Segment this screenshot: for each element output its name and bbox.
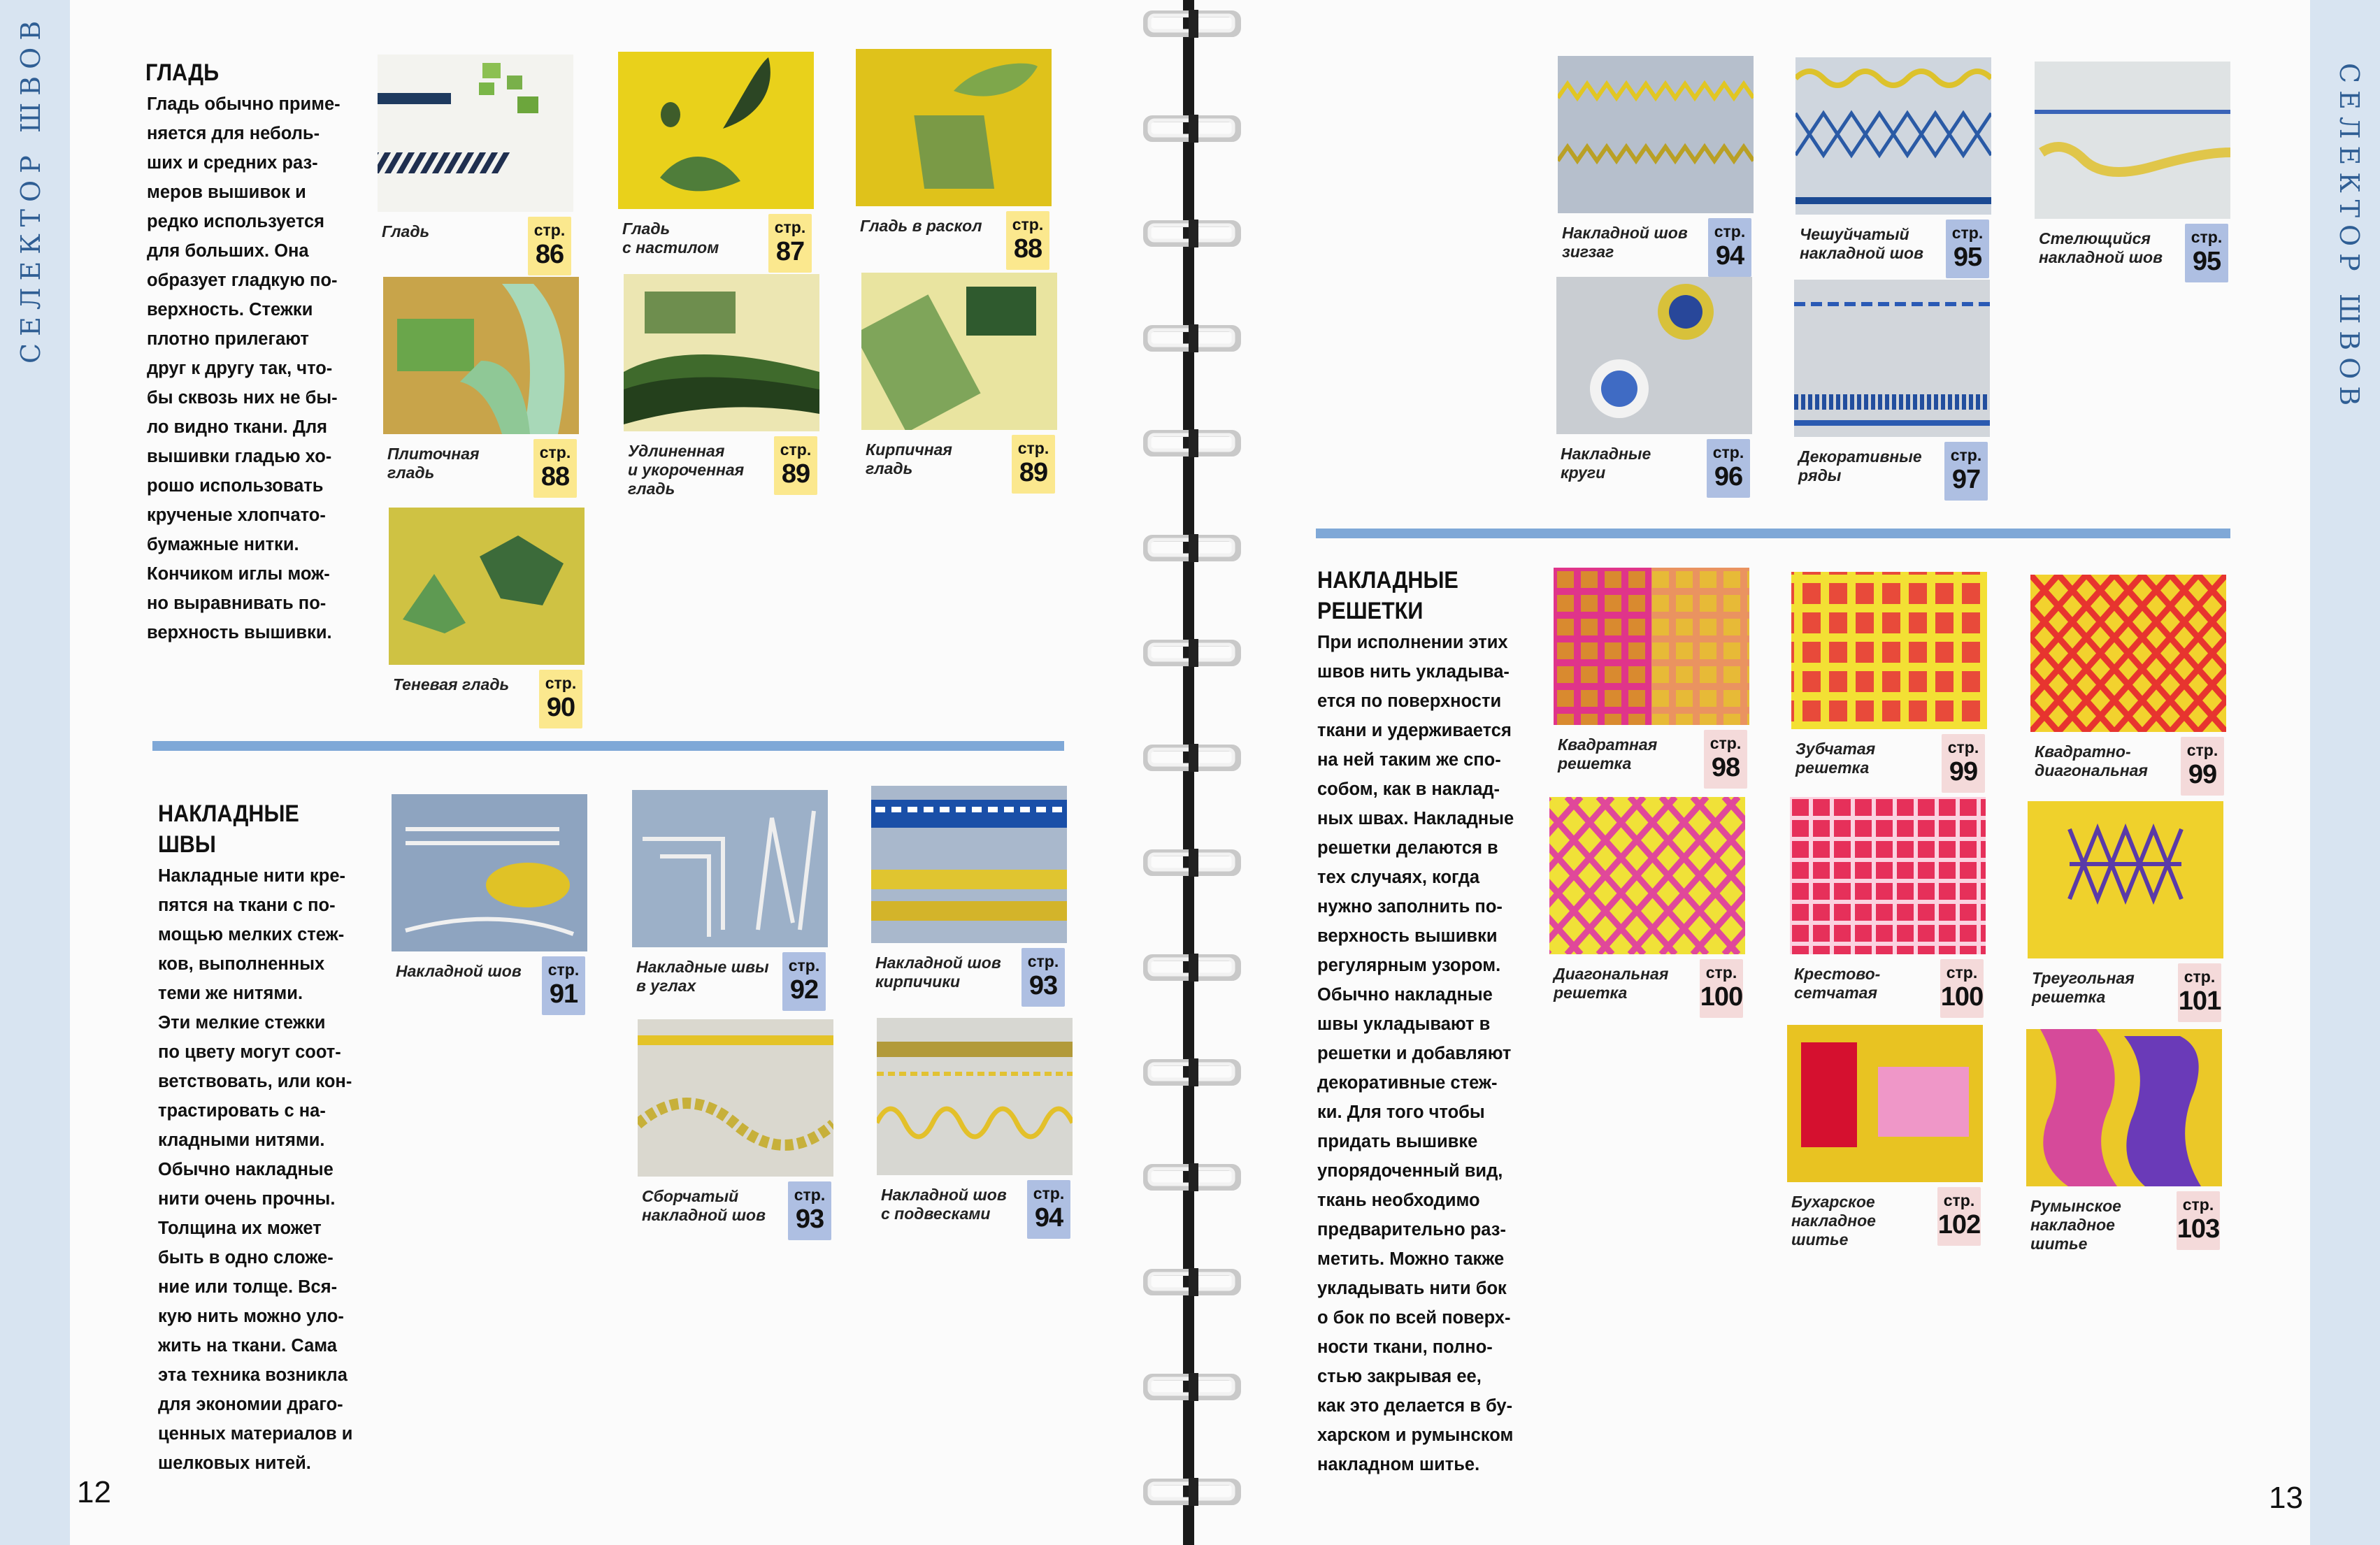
page-ref-label: стр. xyxy=(794,1186,826,1204)
page-ref-badge xyxy=(1027,1180,1070,1239)
stitch-photo xyxy=(1558,56,1754,213)
stitch-card-buharskoe[interactable] xyxy=(1787,1025,1990,1249)
stitch-caption: Квадратная решетка xyxy=(1558,735,1658,772)
page-ref-label: стр. xyxy=(2184,968,2216,986)
stitch-card-nakl-ugly[interactable] xyxy=(632,790,835,1014)
stitch-photo xyxy=(383,277,579,434)
stitch-caption: Бухарское накладное шитье xyxy=(1791,1193,1876,1249)
page-ref-badge xyxy=(1704,730,1747,789)
stitch-caption: Накладной шов зигзаг xyxy=(1562,224,1688,261)
page-ref-badge xyxy=(2177,1191,2220,1250)
page-ref-label: стр. xyxy=(780,440,812,459)
stitch-photo xyxy=(1791,572,1987,729)
stitch-caption: Стелющийся накладной шов xyxy=(2039,229,2163,266)
stitch-photo xyxy=(1556,277,1752,434)
stitch-caption: Диагональная решетка xyxy=(1554,965,1669,1002)
stitch-caption: Накладной шов xyxy=(396,962,522,980)
stitch-caption: Крестово- сетчатая xyxy=(1794,965,1881,1002)
page-ref-label: стр. xyxy=(539,443,571,461)
page-ref-badge xyxy=(788,1181,831,1240)
stitch-card-krestovo[interactable] xyxy=(1790,797,1993,1021)
page-ref-number: 100 xyxy=(1700,982,1743,1012)
page-ref-label: стр. xyxy=(545,674,577,692)
stitch-card-kirpichnaya[interactable] xyxy=(861,273,1064,496)
page-ref-badge xyxy=(1940,959,1984,1018)
stitch-card-kvadr-diag[interactable] xyxy=(2030,575,2233,798)
section-title-gladj: ГЛАДЬ xyxy=(145,59,220,86)
stitch-caption: Плиточная гладь xyxy=(387,445,480,482)
stitch-card-kvadratnaya[interactable] xyxy=(1554,568,1756,791)
stitch-card-rumynskoe[interactable] xyxy=(2026,1029,2229,1253)
stitch-card-udlinennaya[interactable] xyxy=(624,274,826,498)
stitch-photo xyxy=(2035,62,2230,219)
page-ref-number: 88 xyxy=(1013,234,1042,264)
page-ref-number: 103 xyxy=(2177,1214,2220,1244)
page-ref-badge xyxy=(774,436,817,495)
page-ref-label: стр. xyxy=(1033,1184,1065,1202)
page-ref-label: стр. xyxy=(1712,443,1744,461)
stitch-photo xyxy=(2028,801,2223,958)
stitch-photo xyxy=(618,52,814,209)
side-label-right: СЕЛЕКТОР ШВОВ xyxy=(2334,63,2365,413)
stitch-caption: Накладные круги xyxy=(1561,445,1651,482)
section-text-gladj: Гладь обычно приме- няется для неболь- ших и средних раз- меров вышивок и редко используется для больших. Она образует гладкую по- верхность. Стежки плотно прилегают друг к другу так, что- бы сквозь них не бы- ло видно ткани. Для вышивки гладью хо- рошо использовать крученые хлопчато- бумажные нитки. Кончиком иглы мож- но выравнивать по- верхность вышивки. xyxy=(147,94,340,642)
page-ref-number: 90 xyxy=(546,693,575,722)
page-ref-number: 91 xyxy=(549,979,578,1009)
stitch-photo xyxy=(2026,1029,2222,1186)
stitch-card-gladj-nastil[interactable] xyxy=(618,52,821,275)
stitch-photo xyxy=(638,1019,833,1177)
page-ref-number: 95 xyxy=(1953,243,1982,272)
page-ref-label: стр. xyxy=(547,961,580,979)
section-divider xyxy=(1316,529,2230,538)
page-ref-label: стр. xyxy=(1943,1191,1975,1209)
page-ref-number: 94 xyxy=(1715,241,1744,271)
page-number-right: 13 xyxy=(2269,1481,2303,1515)
stitch-photo xyxy=(2030,575,2226,732)
stitch-photo xyxy=(1794,280,1990,437)
page-ref-label: стр. xyxy=(1705,963,1737,982)
page-ref-number: 96 xyxy=(1714,462,1743,491)
stitch-photo xyxy=(378,55,573,212)
page-ref-number: 98 xyxy=(1711,753,1740,782)
stitch-card-gladj[interactable] xyxy=(378,55,580,278)
stitch-card-sborchaty[interactable] xyxy=(638,1019,840,1243)
page-ref-badge xyxy=(1012,435,1055,494)
page-ref-number: 95 xyxy=(2192,247,2221,276)
page-ref-number: 93 xyxy=(795,1205,824,1234)
page-ref-number: 93 xyxy=(1028,971,1058,1000)
page-ref-label: стр. xyxy=(1017,439,1049,457)
page-ref-number: 99 xyxy=(2188,760,2217,789)
stitch-caption: Зубчатая решетка xyxy=(1795,740,1876,777)
page-ref-label: стр. xyxy=(774,218,806,236)
page-ref-number: 87 xyxy=(775,237,805,266)
page-ref-number: 88 xyxy=(540,462,570,491)
stitch-photo xyxy=(861,273,1057,430)
page-ref-number: 101 xyxy=(2178,986,2221,1016)
page-ref-label: стр. xyxy=(2182,1195,2214,1214)
stitch-photo xyxy=(877,1018,1073,1175)
page-ref-badge xyxy=(1006,211,1049,270)
stitch-caption: Накладные швы в углах xyxy=(636,958,769,995)
stitch-caption: Квадратно- диагональная xyxy=(2035,742,2148,779)
page-ref-number: 89 xyxy=(1019,458,1048,487)
page-ref-number: 102 xyxy=(1937,1210,1981,1239)
stitch-photo xyxy=(392,794,587,951)
page-ref-badge xyxy=(533,439,577,498)
section-title-reshetki: НАКЛАДНЫЕ РЕШЕТКИ xyxy=(1317,567,1458,624)
page-number-left: 12 xyxy=(77,1475,111,1509)
stitch-photo xyxy=(1554,568,1749,725)
stitch-card-treugolnaya[interactable] xyxy=(2028,801,2230,1025)
page-ref-label: стр. xyxy=(533,221,566,239)
page-ref-number: 100 xyxy=(1940,982,1984,1012)
stitch-photo xyxy=(856,49,1052,206)
page-ref-badge xyxy=(2178,963,2221,1022)
stitch-card-dekor-ryady[interactable] xyxy=(1794,280,1997,503)
page-ref-label: стр. xyxy=(788,956,820,975)
stitch-photo xyxy=(1795,57,1991,215)
stitch-caption: Гладь в раскол xyxy=(860,217,982,235)
page-ref-label: стр. xyxy=(1946,963,1978,982)
stitch-photo xyxy=(632,790,828,947)
stitch-caption: Удлиненная и укороченная гладь xyxy=(628,442,745,498)
stitch-card-plitochnaya[interactable] xyxy=(383,277,586,501)
stitch-caption: Накладной шов с подвесками xyxy=(881,1186,1007,1223)
stitch-card-krugi[interactable] xyxy=(1556,277,1759,501)
stitch-caption: Гладь xyxy=(382,222,430,240)
stitch-card-podveski[interactable] xyxy=(877,1018,1080,1242)
stitch-photo xyxy=(1549,797,1745,954)
stitch-card-zubchataya[interactable] xyxy=(1791,572,1994,796)
stitch-card-zigzag[interactable] xyxy=(1558,56,1761,280)
stitch-photo xyxy=(1787,1025,1983,1182)
section-text-reshetki: При исполнении этих швов нить укладыва- ется по поверхности ткани и удерживается на ней таким же спо- собом, как в наклад- ных швах. Накладные решетки делаются в тех случаях, когда нужно заполнить по- верхность вышивки регулярным узором. Обычно накладные швы укладывают в решетки и добавляют декоративные стеж- ки. Для того чтобы придать вышивке упорядоченный вид, ткань необходимо предварительно раз- метить. Можно также укладывать нити бок о бок по всей поверх- ности ткани, полно- стью закрывая ее, как это делается в бу- харском и румынском накладном шитье. xyxy=(1317,633,1514,1474)
page-ref-badge xyxy=(542,956,585,1015)
stitch-card-stelyushchiysya[interactable] xyxy=(2035,62,2237,285)
page-ref-label: стр. xyxy=(2186,741,2218,759)
stitch-card-cheshuychaty[interactable] xyxy=(1795,57,1998,281)
stitch-caption: Румынское накладное шитье xyxy=(2030,1197,2121,1253)
stitch-card-diagonalnaya[interactable] xyxy=(1549,797,1752,1021)
stitch-caption: Декоративные ряды xyxy=(1798,447,1922,484)
stitch-photo xyxy=(624,274,819,431)
section-divider xyxy=(152,741,1064,751)
page-ref-badge xyxy=(539,670,582,728)
page-ref-badge xyxy=(1021,948,1065,1007)
page-ref-badge xyxy=(1937,1187,1981,1246)
section-title-nakladnye-shvy: НАКЛАДНЫЕ ШВЫ xyxy=(158,800,299,858)
page-ref-number: 89 xyxy=(781,459,810,489)
stitch-card-gladj-raskol[interactable] xyxy=(856,49,1059,273)
page-ref-label: стр. xyxy=(1714,222,1746,240)
page-ref-number: 97 xyxy=(1951,465,1981,494)
stitch-caption: Сборчатый накладной шов xyxy=(642,1187,766,1224)
stitch-photo xyxy=(389,508,585,665)
page-ref-badge xyxy=(768,214,812,273)
stitch-photo xyxy=(871,786,1067,943)
page-ref-badge xyxy=(1942,734,1985,793)
section-text-nakladnye-shvy: Накладные нити кре- пятся на ткани с по- мощью мелких стеж- ков, выполненных теми же нитями. Эти мелкие стежки по цвету могут соот- ветствовать, или кон- трастировать с на- кладными нитями. Обычно накладные нити очень прочны. Толщина их может быть в одно сложе- ние или толще. Вся- кую нить можно уло- жить на ткани. Сама эта техника возникла для экономии драго- ценных материалов и шелковых нитей. xyxy=(158,866,353,1473)
page-ref-badge xyxy=(1700,959,1743,1018)
page-ref-label: стр. xyxy=(1709,734,1742,752)
spiral-binding xyxy=(1119,0,1259,1545)
page-ref-badge xyxy=(1707,439,1750,498)
stitch-caption: Чешуйчатый накладной шов xyxy=(1800,225,1924,262)
page-ref-label: стр. xyxy=(1950,446,1982,464)
stitch-card-nakl-kirpichiki[interactable] xyxy=(871,786,1074,1009)
page-ref-number: 86 xyxy=(535,240,564,269)
page-ref-badge xyxy=(2181,737,2224,796)
side-label-left: СЕЛЕКТОР ШВОВ xyxy=(15,13,46,364)
page-ref-label: стр. xyxy=(2191,228,2223,246)
stitch-caption: Накладной шов кирпичики xyxy=(875,954,1001,991)
stitch-caption: Теневая гладь xyxy=(393,675,510,694)
page-ref-badge xyxy=(782,952,826,1011)
page-ref-number: 99 xyxy=(1949,757,1978,786)
page-ref-badge xyxy=(528,217,571,275)
stitch-card-nakl-shov[interactable] xyxy=(392,794,594,1018)
stitch-photo xyxy=(1790,797,1986,954)
stitch-caption: Треугольная решетка xyxy=(2032,969,2135,1006)
stitch-caption: Гладь с настилом xyxy=(622,220,719,257)
page-ref-number: 92 xyxy=(789,975,819,1005)
page-ref-label: стр. xyxy=(1947,738,1979,756)
page-ref-label: стр. xyxy=(1012,215,1044,233)
stitch-caption: Кирпичная гладь xyxy=(866,440,952,477)
page-ref-badge xyxy=(1944,442,1988,501)
page-ref-badge xyxy=(2185,224,2228,282)
page-ref-badge xyxy=(1708,218,1751,277)
page-ref-label: стр. xyxy=(1027,952,1059,970)
page-ref-label: стр. xyxy=(1951,224,1984,242)
page-ref-number: 94 xyxy=(1034,1203,1063,1233)
page-ref-badge xyxy=(1946,220,1989,278)
stitch-card-tenevaya[interactable] xyxy=(389,508,592,731)
